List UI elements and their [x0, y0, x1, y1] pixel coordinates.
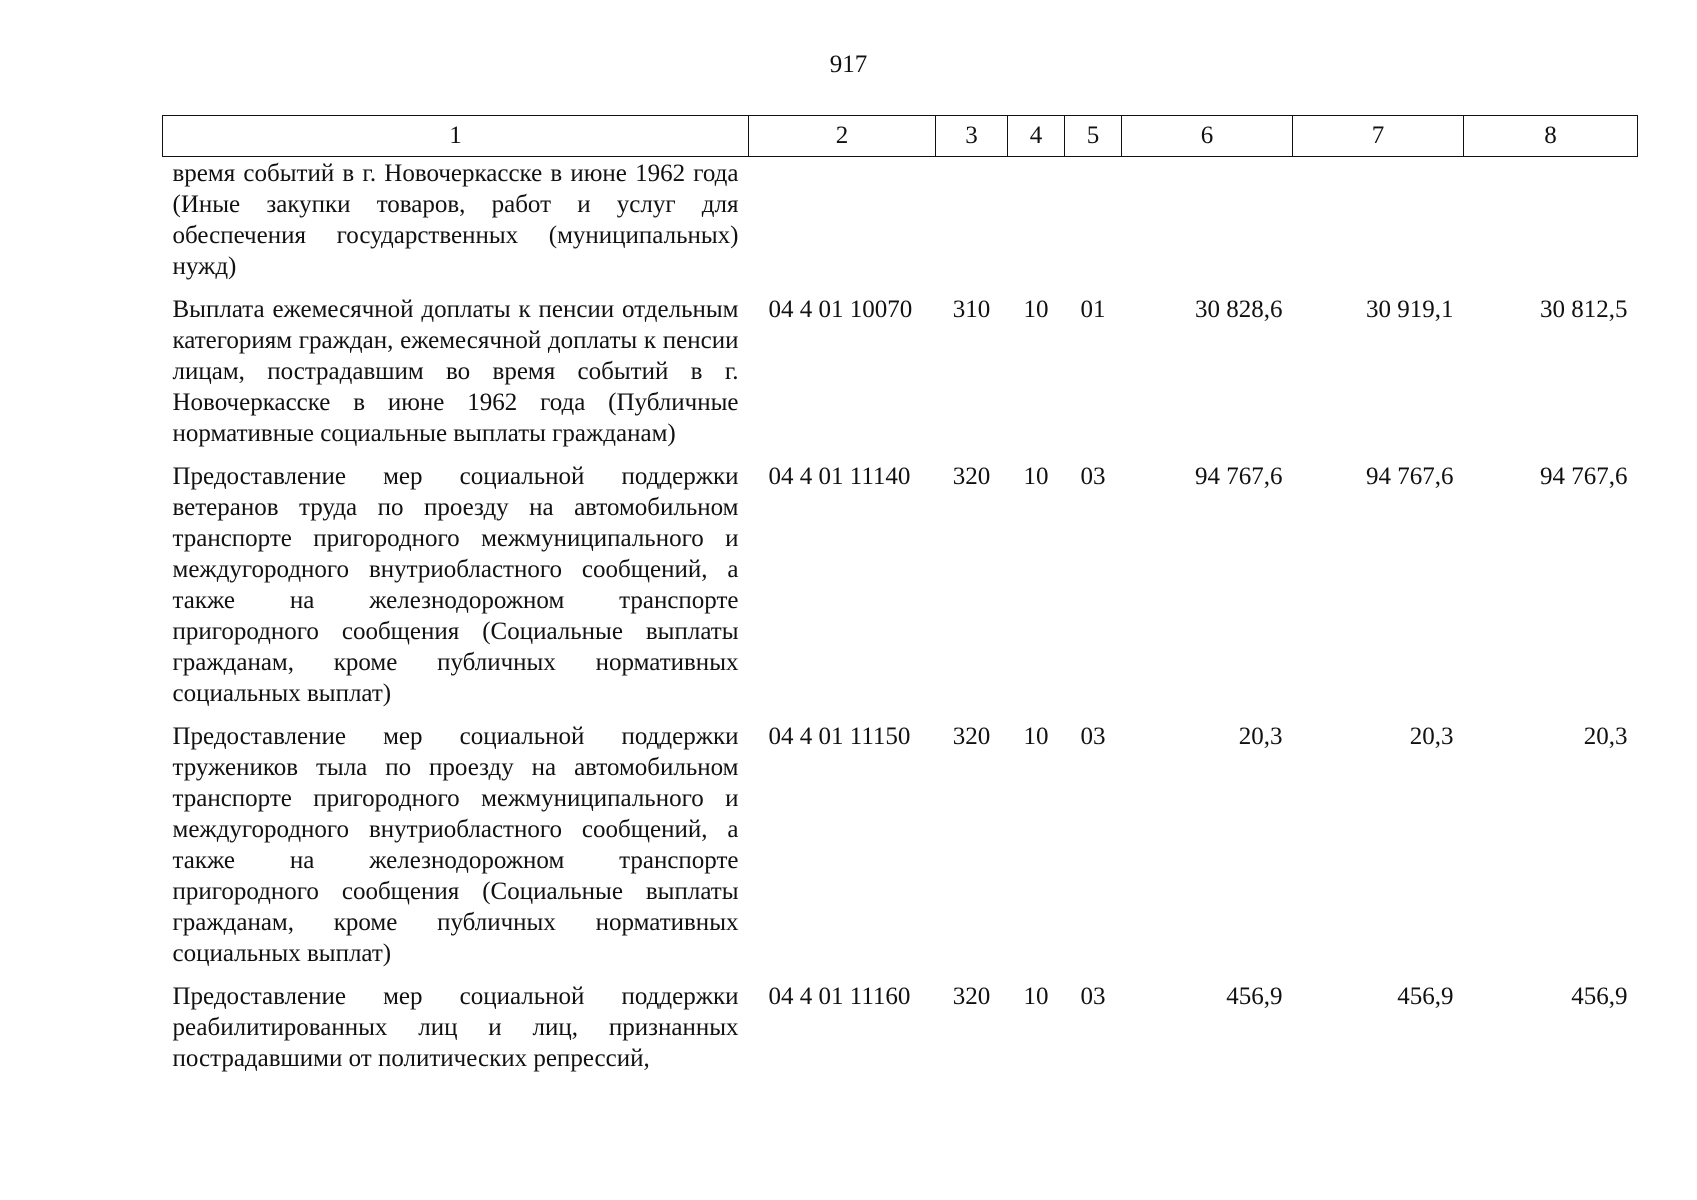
row-section: 10 — [1023, 296, 1049, 323]
row-expense-type: 320 — [952, 463, 991, 490]
row-subsection: 03 — [1080, 983, 1106, 1010]
row-expense-type — [936, 157, 1008, 292]
row-target-code: 04 4 01 11140 — [768, 463, 911, 490]
row-subsection: 03 — [1080, 723, 1106, 750]
row-amount-col8 — [1464, 157, 1638, 292]
row-subsection: 01 — [1080, 296, 1106, 323]
row-amount-col6: 94 767,6 — [1195, 463, 1283, 490]
column-header-2: 2 — [749, 116, 936, 157]
column-header-5: 5 — [1065, 116, 1122, 157]
budget-table — [162, 115, 1638, 1083]
row-amount-col8: 456,9 — [1571, 983, 1628, 1010]
table-row — [163, 978, 1638, 1083]
row-amount-col7: 94 767,6 — [1366, 463, 1454, 490]
row-subsection: 03 — [1080, 463, 1106, 490]
row-amount-col7: 20,3 — [1409, 723, 1454, 750]
table-row — [163, 291, 1638, 458]
row-description: Предоставление мер социальной поддержки реабилитированных лиц и лиц, признанных пострадавшими от политических репрессий, — [172, 983, 739, 1072]
row-target-code — [749, 157, 936, 292]
row-amount-col6 — [1122, 157, 1293, 292]
row-section — [1008, 157, 1065, 292]
column-header-7: 7 — [1293, 116, 1464, 157]
row-amount-col8: 20,3 — [1583, 723, 1628, 750]
row-section: 10 — [1023, 983, 1049, 1010]
row-expense-type: 310 — [952, 296, 991, 323]
table-row — [163, 718, 1638, 978]
row-amount-col8: 94 767,6 — [1540, 463, 1628, 490]
header-row — [163, 116, 1638, 157]
row-amount-col7: 456,9 — [1397, 983, 1454, 1010]
column-header-6: 6 — [1122, 116, 1293, 157]
row-subsection — [1065, 157, 1122, 292]
row-target-code: 04 4 01 11160 — [768, 983, 911, 1010]
row-target-code: 04 4 01 10070 — [768, 296, 913, 323]
row-expense-type: 320 — [952, 723, 991, 750]
column-header-8: 8 — [1464, 116, 1638, 157]
row-expense-type: 320 — [952, 983, 991, 1010]
table-row — [163, 458, 1638, 718]
table-header — [163, 116, 1638, 157]
row-amount-col6: 456,9 — [1226, 983, 1283, 1010]
row-description: время событий в г. Новочеркасске в июне 1962 года (Иные закупки товаров, работ и услуг для обеспечения государственных (муниципальных) нужд) — [172, 160, 739, 280]
row-amount-col7: 30 919,1 — [1366, 296, 1454, 323]
row-amount-col7 — [1293, 157, 1464, 292]
column-header-3: 3 — [936, 116, 1008, 157]
column-header-1: 1 — [163, 116, 749, 157]
row-section: 10 — [1023, 463, 1049, 490]
table-body — [163, 157, 1638, 1084]
column-header-4: 4 — [1008, 116, 1065, 157]
row-amount-col6: 30 828,6 — [1195, 296, 1283, 323]
page-number: 917 — [829, 51, 868, 78]
row-description: Предоставление мер социальной поддержки ветеранов труда по проезду на автомобильном транспорте пригородного межмуниципального и междугородного внутриобластного сообщений, а также на железнодорожном транспорте пригородного сообщения (Социальные выплаты гражданам, кроме публичных нормативных социальных выплат) — [172, 463, 739, 707]
table-row — [163, 157, 1638, 292]
row-amount-col6: 20,3 — [1238, 723, 1283, 750]
row-amount-col8: 30 812,5 — [1540, 296, 1628, 323]
row-description: Выплата ежемесячной доплаты к пенсии отдельным категориям граждан, ежемесячной доплаты к пенсии лицам, пострадавшим во время событий в г. Новочеркасске в июне 1962 года (Публичные нормативные социальные выплаты гражданам) — [172, 296, 739, 447]
row-target-code: 04 4 01 11150 — [768, 723, 911, 750]
row-description: Предоставление мер социальной поддержки тружеников тыла по проезду на автомобильном транспорте пригородного межмуниципального и междугородного внутриобластного сообщений, а также на железнодорожном транспорте пригородного сообщения (Социальные выплаты гражданам, кроме публичных нормативных социальных выплат) — [172, 723, 739, 967]
row-section: 10 — [1023, 723, 1049, 750]
